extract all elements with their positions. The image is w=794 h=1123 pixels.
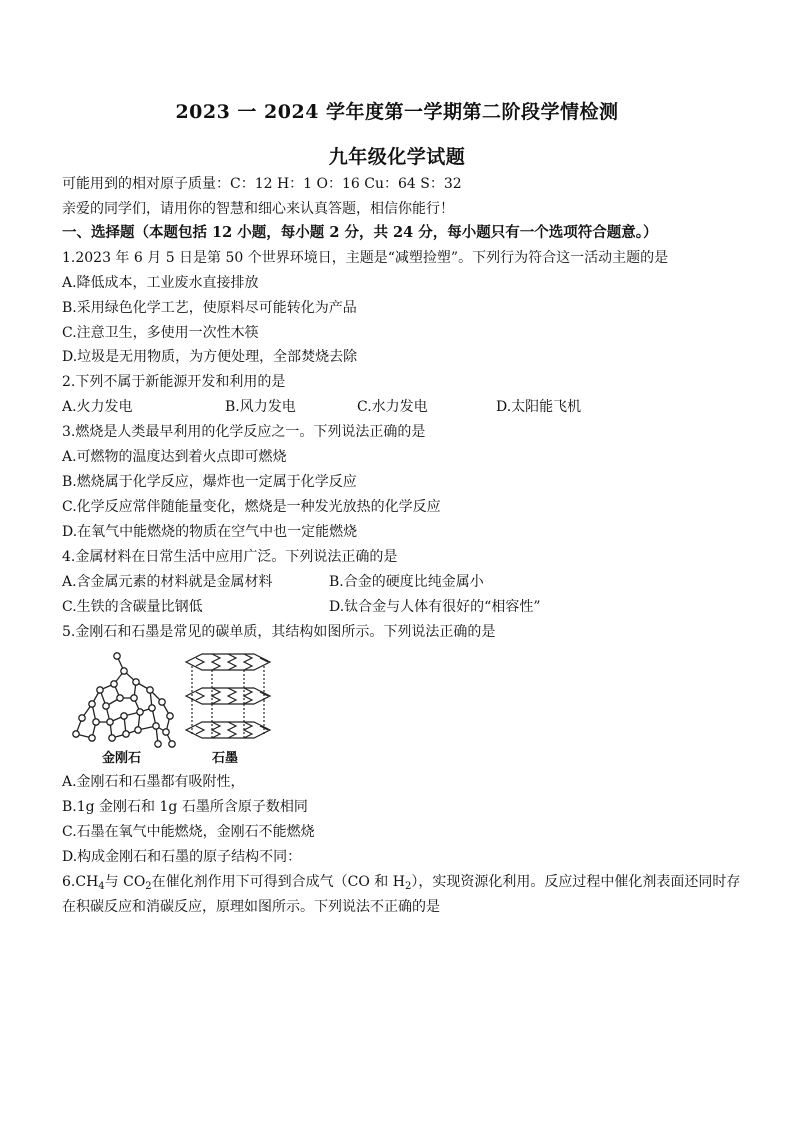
q6-stem-line1 xyxy=(62,873,740,896)
q6-ch4-subscript: 4 xyxy=(98,881,105,892)
encouragement-note: 亲爱的同学们，请用你的智慧和细心来认真答题，相信你能行！ xyxy=(62,201,454,217)
q3-stem: 3.燃烧是人类最早利用的化学反应之一。下列说法正确的是 xyxy=(62,424,426,440)
q4-option-b: B.合金的硬度比纯金属小 xyxy=(329,574,484,590)
atomic-masses-note: 可能用到的相对原子质量：C：12 H：1 O：16 Cu：64 S：32 xyxy=(62,176,462,192)
q2-option-d: D.太阳能飞机 xyxy=(496,399,582,415)
q1-option-b: B.采用绿色化学工艺，使原料尽可能转化为产品 xyxy=(62,300,357,316)
q3-option-c: C.化学反应常伴随能量变化，燃烧是一种发光放热的化学反应 xyxy=(62,499,441,515)
q6-stem-part4: ），实现资源化利用。反应过程中催化剂表面还同时存 xyxy=(411,874,741,890)
q4-option-a: A.含金属元素的材料就是金属材料 xyxy=(62,574,273,590)
q1-option-d: D.垃圾是无用物质，为方便处理，全部焚烧去除 xyxy=(62,349,358,365)
graphite-layer-bottom xyxy=(186,722,270,738)
q2-option-b: B.风力发电 xyxy=(225,399,296,415)
diamond-structure xyxy=(73,653,175,747)
graphite-layer-middle xyxy=(186,688,270,704)
q6-stem-part2: 与 CO xyxy=(104,874,146,890)
q3-option-a: A.可燃物的温度达到着火点即可燃烧 xyxy=(62,449,287,465)
q4-option-d: D.钛合金与人体有很好的“相容性” xyxy=(329,599,541,615)
graphite-layer-top xyxy=(186,654,270,670)
q5-option-b: B.1g 金刚石和 1g 石墨所含原子数相同 xyxy=(62,799,308,815)
q2-stem: 2.下列不属于新能源开发和利用的是 xyxy=(62,374,286,390)
q6-stem-part3: 在催化剂作用下可得到合成气（CO 和 H xyxy=(151,874,405,890)
carbon-structures-diagram xyxy=(62,646,272,768)
q1-option-c: C.注意卫生，多使用一次性木筷 xyxy=(62,325,259,341)
q6-stem-part1: 6.CH xyxy=(62,874,99,890)
q3-option-d: D.在氧气中能燃烧的物质在空气中也一定能燃烧 xyxy=(62,524,358,540)
carbon-structures-figure xyxy=(62,646,272,768)
section-heading: 一、选择题（本题包括 12 小题，每小题 2 分，共 24 分，每小题只有一个选项符合题意。） xyxy=(62,224,658,241)
exam-title: 2023 一 2024 学年度第一学期第二阶段学情检测 xyxy=(175,101,619,123)
q5-option-a: A.金刚石和石墨都有吸附性， xyxy=(62,774,245,790)
q5-option-c: C.石墨在氧气中能燃烧，金刚石不能燃烧 xyxy=(62,824,315,840)
q4-stem: 4.金属材料在日常生活中应用广泛。下列说法正确的是 xyxy=(62,549,398,565)
q6-stem-line2: 在积碳反应和消碳反应，原理如图所示。下列说法不正确的是 xyxy=(62,899,440,915)
q2-option-c: C.水力发电 xyxy=(357,399,428,415)
diamond-label: 金刚石 xyxy=(102,751,142,766)
q6-h2-subscript: 2 xyxy=(404,881,412,892)
q5-option-d: D.构成金刚石和石墨的原子结构不同： xyxy=(62,849,302,865)
graphite-structure xyxy=(186,654,270,738)
q4-option-c: C.生铁的含碳量比钢低 xyxy=(62,599,203,615)
graphite-label: 石墨 xyxy=(212,751,239,766)
q6-co2-subscript: 2 xyxy=(145,881,152,892)
q2-option-a: A.火力发电 xyxy=(62,399,133,415)
exam-subtitle: 九年级化学试题 xyxy=(328,146,466,168)
q1-stem: 1.2023 年 6 月 5 日是第 50 个世界环境日，主题是“减塑捡塑”。下列行为符合这一活动主题的是 xyxy=(62,250,669,266)
q5-stem: 5.金刚石和石墨是常见的碳单质，其结构如图所示。下列说法正确的是 xyxy=(62,624,496,640)
q1-option-a: A.降低成本，工业废水直接排放 xyxy=(62,275,259,291)
q3-option-b: B.燃烧属于化学反应，爆炸也一定属于化学反应 xyxy=(62,474,357,490)
